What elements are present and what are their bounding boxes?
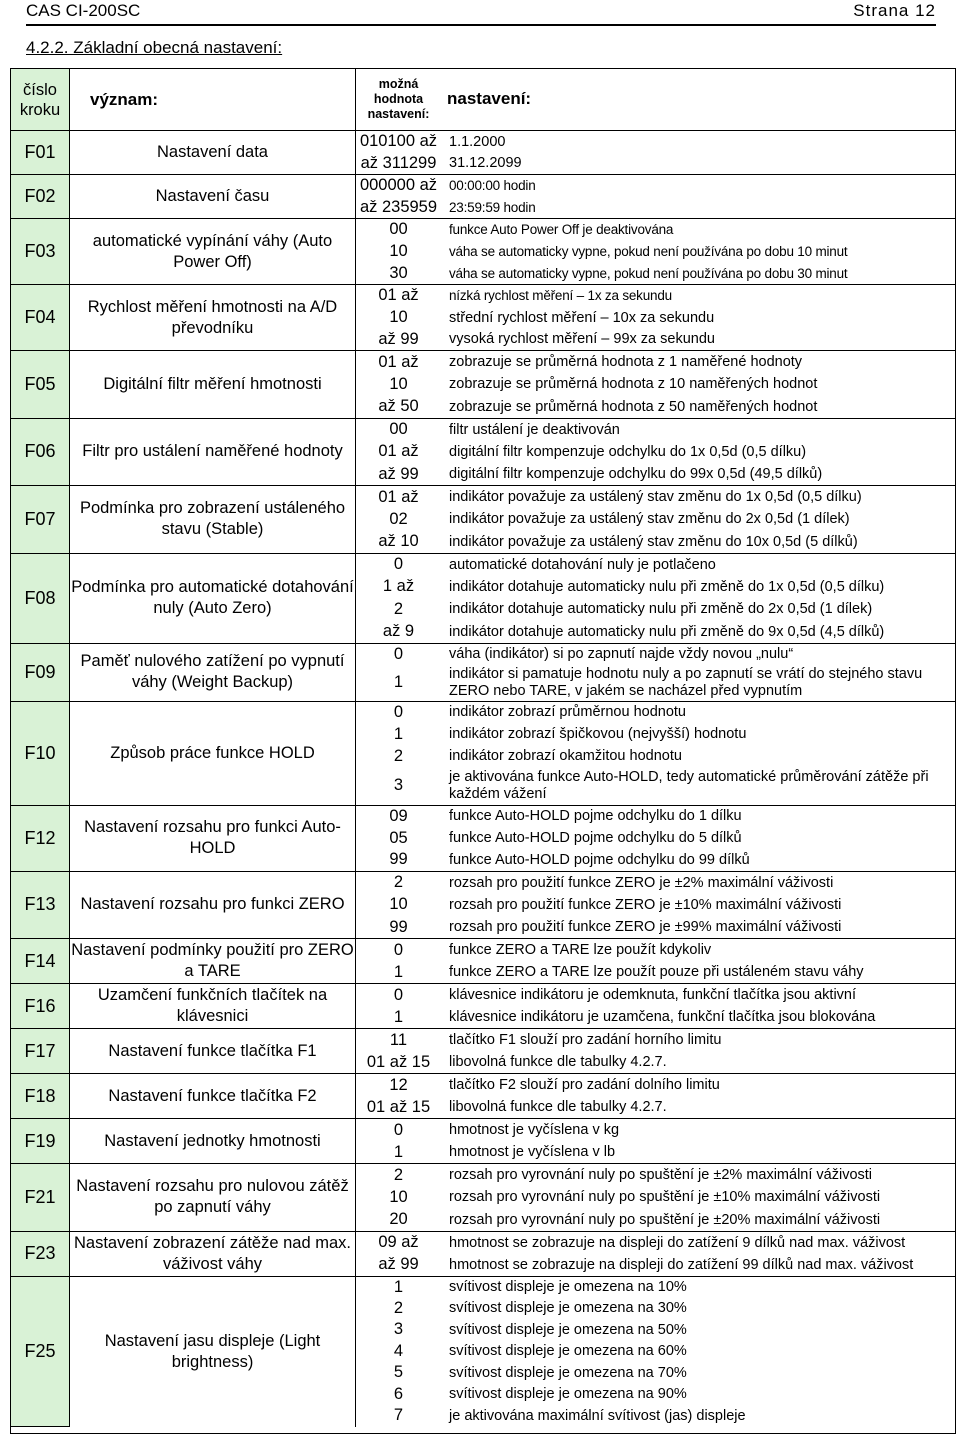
possible-value: 2 bbox=[393, 1298, 404, 1317]
setting-description: digitální filtr kompenzuje odchylku do 99x 0,5d (49,5 dílků) bbox=[449, 466, 823, 482]
setting-description: 31.12.2099 bbox=[449, 155, 522, 172]
possible-value: 1 bbox=[356, 1276, 442, 1298]
possible-value: 0 bbox=[356, 643, 442, 665]
step-code: F13 bbox=[11, 871, 70, 939]
setting-description: klávesnice indikátoru je odemknuta, funkční tlačítka jsou aktivní bbox=[441, 984, 956, 1007]
setting-description: indikátor dotahuje automaticky nulu při změně do 2x 0,5d (1 dílek) bbox=[449, 601, 873, 618]
possible-value: až 9 bbox=[382, 622, 415, 640]
setting-description: váha (indikátor) si po zapnutí najde vždy novou „nulu“ bbox=[441, 643, 956, 665]
table-row bbox=[11, 285, 957, 307]
step-code: F07 bbox=[11, 486, 70, 554]
possible-value: 05 bbox=[389, 828, 408, 847]
setting-description: digitální filtr kompenzuje odchylku do 1x 0,5d (0,5 dílku) bbox=[449, 443, 807, 460]
table-row bbox=[11, 1119, 957, 1142]
possible-value: až 50 bbox=[378, 397, 419, 415]
setting-description: indikátor zobrazí špičkovou (nejvyšší) hodnotu bbox=[449, 726, 747, 742]
step-code: F03 bbox=[11, 219, 70, 285]
table-row bbox=[11, 939, 957, 962]
setting-description: 1.1.2000 bbox=[441, 131, 956, 153]
setting-description: libovolná funkce dle tabulky 4.2.7. bbox=[449, 1054, 667, 1070]
settings-table bbox=[10, 68, 956, 1427]
setting-meaning: Digitální filtr měření hmotnosti bbox=[70, 351, 356, 419]
setting-meaning: Nastavení funkce tlačítka F1 bbox=[70, 1029, 356, 1074]
possible-value: 2 bbox=[356, 871, 442, 894]
setting-description: indikátor dotahuje automaticky nulu při změně do 1x 0,5d (0,5 dílku) bbox=[449, 578, 885, 595]
step-code: F10 bbox=[11, 701, 70, 805]
possible-value: 01 až bbox=[356, 285, 442, 307]
step-code: F06 bbox=[11, 418, 70, 486]
setting-meaning: Nastavení zobrazení zátěže nad max. váživost váhy bbox=[70, 1231, 356, 1276]
possible-value: 1 bbox=[393, 673, 404, 692]
setting-description: zobrazuje se průměrná hodnota z 10 naměřených hodnot bbox=[449, 376, 818, 393]
step-code: F17 bbox=[11, 1029, 70, 1074]
setting-description: svítivost displeje je omezena na 50% bbox=[449, 1321, 687, 1338]
step-code: F23 bbox=[11, 1231, 70, 1276]
page-header bbox=[26, 0, 936, 24]
setting-description: svítivost displeje je omezena na 90% bbox=[449, 1386, 687, 1403]
setting-description: rozsah pro použití funkce ZERO je ±99% maximální váživosti bbox=[449, 919, 842, 935]
possible-value: 10 bbox=[389, 374, 408, 393]
setting-meaning: Nastavení rozsahu pro funkci Auto-HOLD bbox=[70, 805, 356, 871]
setting-description: funkce Auto-HOLD pojme odchylku do 99 dílků bbox=[449, 851, 750, 868]
possible-value: až 99 bbox=[378, 329, 419, 348]
step-code: F04 bbox=[11, 285, 70, 351]
step-code: F16 bbox=[11, 984, 70, 1029]
section-title: 4.2.2. Základní obecná nastavení: bbox=[26, 38, 283, 57]
possible-value: 2 bbox=[356, 1164, 442, 1187]
setting-meaning: Nastavení data bbox=[70, 131, 356, 175]
possible-value: až 99 bbox=[378, 1255, 419, 1273]
setting-description: svítivost displeje je omezena na 30% bbox=[449, 1300, 687, 1317]
setting-meaning: Filtr pro ustálení naměřené hodnoty bbox=[70, 418, 356, 486]
table-row bbox=[11, 871, 957, 894]
possible-value: 000000 až bbox=[356, 175, 442, 197]
step-code: F08 bbox=[11, 553, 70, 643]
possible-value: 00 bbox=[356, 219, 442, 241]
setting-description: 23:59:59 hodin bbox=[449, 199, 536, 215]
setting-meaning: Nastavení funkce tlačítka F2 bbox=[70, 1074, 356, 1119]
setting-meaning: Nastavení jednotky hmotnosti bbox=[70, 1119, 356, 1164]
setting-meaning: Rychlost měření hmotnosti na A/D převodníku bbox=[70, 285, 356, 351]
setting-description: funkce Auto-HOLD pojme odchylku do 1 dílku bbox=[441, 805, 956, 827]
possible-value: 1 až bbox=[382, 577, 415, 596]
setting-description: váha se automaticky vypne, pokud není používána po dobu 10 minut bbox=[449, 244, 848, 259]
table-row bbox=[11, 486, 957, 509]
setting-meaning: Nastavení času bbox=[70, 175, 356, 219]
step-code: F01 bbox=[11, 131, 70, 175]
table-row bbox=[11, 701, 957, 723]
setting-description: tlačítko F2 slouží pro zadání dolního limitu bbox=[441, 1074, 956, 1097]
table-row bbox=[11, 131, 957, 153]
setting-description: zobrazuje se průměrná hodnota z 50 naměřených hodnot bbox=[449, 398, 818, 415]
setting-description: rozsah pro vyrovnání nuly po spuštění je ±10% maximální váživosti bbox=[449, 1189, 881, 1206]
setting-meaning: Způsob práce funkce HOLD bbox=[70, 701, 356, 805]
possible-value: 5 bbox=[393, 1363, 404, 1382]
setting-description: je aktivována funkce Auto-HOLD, tedy automatické průměrování zátěže při každém vážení bbox=[449, 768, 929, 802]
setting-description: klávesnice indikátoru je uzamčena, funkční tlačítka jsou blokována bbox=[449, 1009, 876, 1025]
possible-value: 01 až 15 bbox=[366, 1052, 431, 1071]
setting-description: funkce Auto Power Off je deaktivována bbox=[441, 219, 956, 241]
setting-description: indikátor dotahuje automaticky nulu při změně do 9x 0,5d (4,5 dílků) bbox=[449, 623, 885, 640]
setting-description: nízká rychlost měření – 1x za sekundu bbox=[441, 285, 956, 307]
page-number: Strana 12 bbox=[853, 1, 936, 20]
possible-value: 09 bbox=[356, 805, 442, 827]
document-title: CAS CI-200SC bbox=[26, 1, 141, 20]
possible-value: 01 až 15 bbox=[366, 1097, 431, 1116]
setting-description: indikátor si pamatuje hodnotu nuly a po zapnutí se vrátí do stejného stavu ZERO nebo TARE, v jakém se nacházel před vypnutím bbox=[449, 665, 923, 699]
setting-description: libovolná funkce dle tabulky 4.2.7. bbox=[449, 1099, 667, 1115]
possible-value: 10 bbox=[389, 895, 408, 914]
step-code: F12 bbox=[11, 805, 70, 871]
possible-value: 3 bbox=[393, 776, 404, 795]
setting-description: rozsah pro použití funkce ZERO je ±2% maximální váživosti bbox=[441, 871, 956, 894]
step-code: F05 bbox=[11, 351, 70, 419]
setting-description: hmotnost je vyčíslena v kg bbox=[441, 1119, 956, 1142]
possible-value: 99 bbox=[389, 850, 408, 869]
header-divider bbox=[26, 24, 936, 26]
table-row bbox=[11, 175, 957, 197]
setting-meaning: Podmínka pro automatické dotahování nuly (Auto Zero) bbox=[70, 553, 356, 643]
setting-description: automatické dotahování nuly je potlačeno bbox=[441, 553, 956, 576]
possible-value: 00 bbox=[356, 418, 442, 441]
header-meaning: význam: bbox=[70, 69, 356, 131]
setting-description: svítivost displeje je omezena na 70% bbox=[449, 1364, 687, 1381]
step-code: F25 bbox=[11, 1276, 70, 1427]
setting-description: střední rychlost měření – 10x za sekundu bbox=[449, 309, 715, 326]
setting-description: zobrazuje se průměrná hodnota z 1 naměřené hodnoty bbox=[441, 351, 956, 374]
setting-description: indikátor považuje za ustálený stav změnu do 2x 0,5d (1 dílek) bbox=[449, 511, 850, 528]
possible-value: 10 bbox=[389, 308, 408, 326]
table-row bbox=[11, 643, 957, 665]
possible-value: 6 bbox=[393, 1384, 404, 1403]
possible-value: až 311299 bbox=[360, 153, 437, 172]
setting-meaning: Nastavení rozsahu pro funkci ZERO bbox=[70, 871, 356, 939]
setting-description: funkce ZERO a TARE lze použít kdykoliv bbox=[441, 939, 956, 962]
possible-value: 01 až bbox=[356, 351, 442, 374]
possible-value: 7 bbox=[393, 1406, 404, 1425]
setting-description: svítivost displeje je omezena na 60% bbox=[449, 1343, 687, 1360]
possible-value: až 99 bbox=[378, 464, 419, 483]
possible-value: 0 bbox=[356, 984, 442, 1007]
possible-value: 1 bbox=[393, 1142, 404, 1161]
possible-value: 10 bbox=[389, 242, 408, 260]
setting-description: indikátor zobrazí průměrnou hodnotu bbox=[441, 701, 956, 723]
setting-description: je aktivována maximální svítivost (jas) displeje bbox=[449, 1407, 746, 1424]
setting-description: hmotnost se zobrazuje na displeji do zatížení 9 dílků nad max. váživost bbox=[441, 1231, 956, 1254]
setting-meaning: automatické vypínání váhy (Auto Power Off) bbox=[70, 219, 356, 285]
setting-description: rozsah pro vyrovnání nuly po spuštění je ±20% maximální váživosti bbox=[449, 1211, 881, 1228]
table-row bbox=[11, 553, 957, 576]
setting-description: indikátor považuje za ustálený stav změnu do 10x 0,5d (5 dílků) bbox=[449, 533, 858, 550]
setting-description: filtr ustálení je deaktivován bbox=[441, 418, 956, 441]
header-setting: nastavení: bbox=[447, 89, 532, 109]
possible-value: 11 bbox=[356, 1029, 442, 1052]
possible-value: 10 bbox=[389, 1187, 408, 1206]
possible-value: 02 bbox=[389, 509, 408, 528]
possible-value: 010100 až bbox=[356, 131, 442, 153]
possible-value: 0 bbox=[356, 553, 442, 576]
possible-value: 30 bbox=[389, 263, 408, 282]
table-row bbox=[11, 351, 957, 374]
possible-value: 3 bbox=[393, 1320, 404, 1339]
possible-value: až 235959 bbox=[359, 197, 438, 216]
possible-value: až 10 bbox=[378, 532, 419, 550]
possible-value: 1 bbox=[393, 962, 404, 981]
table-row bbox=[11, 1231, 957, 1254]
possible-value: 09 až bbox=[356, 1231, 442, 1254]
setting-description: rozsah pro použití funkce ZERO je ±10% maximální váživosti bbox=[449, 896, 842, 913]
setting-meaning: Uzamčení funkčních tlačítek na klávesnici bbox=[70, 984, 356, 1029]
possible-value: 2 bbox=[393, 746, 404, 765]
setting-meaning: Nastavení podmínky použití pro ZERO a TARE bbox=[70, 939, 356, 984]
step-code: F09 bbox=[11, 643, 70, 701]
possible-value: 0 bbox=[356, 1119, 442, 1142]
setting-description: rozsah pro vyrovnání nuly po spuštění je ±2% maximální váživosti bbox=[441, 1164, 956, 1187]
possible-value: 1 bbox=[393, 1007, 404, 1026]
possible-value: 01 až bbox=[356, 486, 442, 509]
setting-description: váha se automaticky vypne, pokud není používána po dobu 30 minut bbox=[449, 265, 848, 281]
setting-description: hmotnost je vyčíslena v lb bbox=[449, 1144, 616, 1160]
header-step: číslo kroku bbox=[11, 69, 70, 131]
table-row bbox=[11, 418, 957, 441]
table-row bbox=[11, 1074, 957, 1097]
step-code: F14 bbox=[11, 939, 70, 984]
possible-value: 0 bbox=[356, 939, 442, 962]
setting-meaning: Nastavení rozsahu pro nulovou zátěž po zapnutí váhy bbox=[70, 1164, 356, 1232]
step-code: F19 bbox=[11, 1119, 70, 1164]
step-code: F02 bbox=[11, 175, 70, 219]
table-row bbox=[11, 1029, 957, 1052]
setting-description: indikátor považuje za ustálený stav změnu do 1x 0,5d (0,5 dílku) bbox=[441, 486, 956, 509]
possible-value: 99 bbox=[389, 917, 408, 936]
possible-value: 20 bbox=[389, 1210, 408, 1228]
setting-meaning: Paměť nulového zatížení po vypnutí váhy (Weight Backup) bbox=[70, 643, 356, 701]
possible-value: 12 bbox=[356, 1074, 442, 1097]
setting-description: 00:00:00 hodin bbox=[441, 175, 956, 197]
header-values: možná hodnota nastavení: bbox=[367, 76, 430, 121]
possible-value: 01 až bbox=[378, 442, 419, 461]
possible-value: 0 bbox=[356, 701, 442, 723]
setting-description: vysoká rychlost měření – 99x za sekundu bbox=[449, 331, 715, 348]
possible-value: 2 bbox=[393, 599, 404, 618]
table-row bbox=[11, 219, 957, 241]
step-code: F18 bbox=[11, 1074, 70, 1119]
setting-meaning: Nastavení jasu displeje (Light brightness) bbox=[70, 1276, 356, 1427]
possible-value: 1 bbox=[393, 724, 404, 743]
setting-description: tlačítko F1 slouží pro zadání horního limitu bbox=[441, 1029, 956, 1052]
table-row bbox=[11, 805, 957, 827]
step-code: F21 bbox=[11, 1164, 70, 1232]
table-row bbox=[11, 1164, 957, 1187]
setting-description: funkce ZERO a TARE lze použít pouze při ustáleném stavu váhy bbox=[449, 964, 864, 980]
table-row bbox=[11, 984, 957, 1007]
possible-value: 4 bbox=[393, 1341, 404, 1360]
setting-description: indikátor zobrazí okamžitou hodnotu bbox=[449, 748, 682, 764]
table-header-row bbox=[11, 69, 957, 131]
setting-meaning: Podmínka pro zobrazení ustáleného stavu (Stable) bbox=[70, 486, 356, 554]
table-row bbox=[11, 1276, 957, 1298]
setting-description: hmotnost se zobrazuje na displeji do zatížení 99 dílků nad max. váživost bbox=[449, 1256, 914, 1273]
setting-description: svítivost displeje je omezena na 10% bbox=[441, 1276, 956, 1298]
setting-description: funkce Auto-HOLD pojme odchylku do 5 dílků bbox=[449, 830, 742, 846]
